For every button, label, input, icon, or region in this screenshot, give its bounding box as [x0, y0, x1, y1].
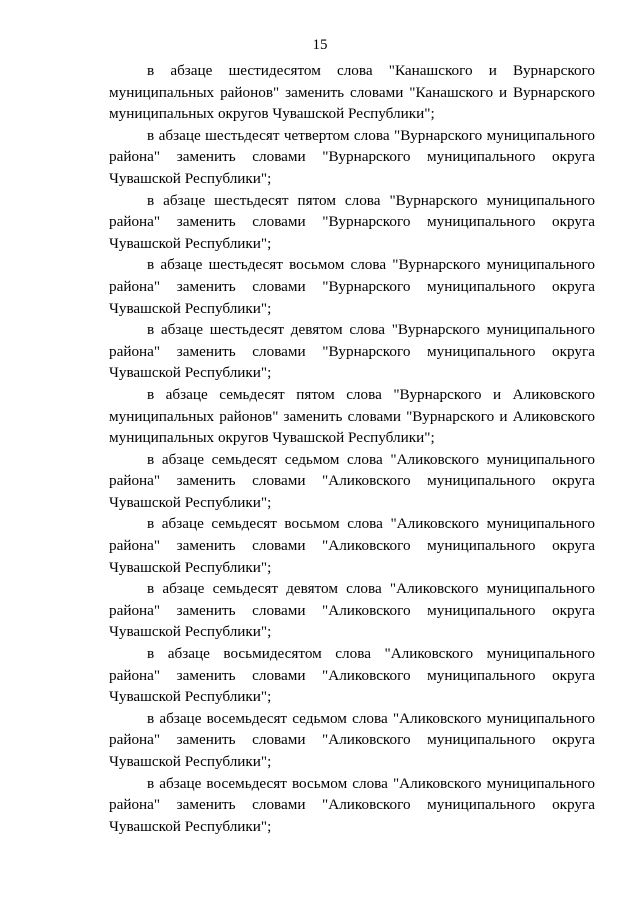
- amendment-paragraph: в абзаце шестьдесят пятом слова "Вурнарского муниципального района" заменить словами "Вурнарского муниципального округа Чувашской Республики";: [109, 191, 595, 252]
- amendment-paragraph: в абзаце семьдесят восьмом слова "Аликовского муниципального района" заменить словами "Аликовского муниципального округа Чувашской Республики";: [109, 515, 595, 576]
- amendment-paragraph: в абзаце восемьдесят седьмом слова "Аликовского муниципального района" заменить словами "Аликовского муниципального округа Чувашской Республики";: [109, 709, 595, 770]
- amendment-paragraph: в абзаце шестидесятом слова "Канашского и Вурнарского муниципальных районов" заменить словами "Канашского и Вурнарского муниципальных округов Чувашской Республики";: [109, 62, 595, 123]
- amendment-paragraph: в абзаце семьдесят пятом слова "Вурнарского и Аликовского муниципальных районов" заменить словами "Вурнарского и Аликовского муниципальных округов Чувашской Республики";: [109, 385, 595, 447]
- amendment-paragraph: в абзаце восьмидесятом слова "Аликовского муниципального района" заменить словами "Аликовского муниципального округа Чувашской Республики";: [109, 645, 595, 706]
- amendment-paragraph: в абзаце шестьдесят восьмом слова "Вурнарского муниципального района" заменить словами "Вурнарского муниципального округа Чувашской Республики";: [109, 256, 595, 317]
- amendment-paragraph: в абзаце семьдесят седьмом слова "Аликовского муниципального района" заменить словами "Аликовского муниципального округа Чувашской Республики";: [109, 450, 595, 511]
- page-number: 15: [312, 37, 328, 53]
- amendment-paragraph: в абзаце шестьдесят четвертом слова "Вурнарского муниципального района" заменить словами "Вурнарского муниципального округа Чувашской Республики";: [109, 126, 595, 187]
- amendment-paragraph: в абзаце шестьдесят девятом слова "Вурнарского муниципального района" заменить словами "Вурнарского муниципального округа Чувашской Республики";: [109, 321, 595, 382]
- amendment-paragraph: в абзаце восемьдесят восьмом слова "Аликовского муниципального района" заменить словами "Аликовского муниципального округа Чувашской Республики";: [109, 774, 595, 835]
- document-body: [109, 60, 595, 837]
- amendment-paragraph: в абзаце семьдесят девятом слова "Аликовского муниципального района" заменить словами "Аликовского муниципального округа Чувашской Республики";: [109, 580, 595, 641]
